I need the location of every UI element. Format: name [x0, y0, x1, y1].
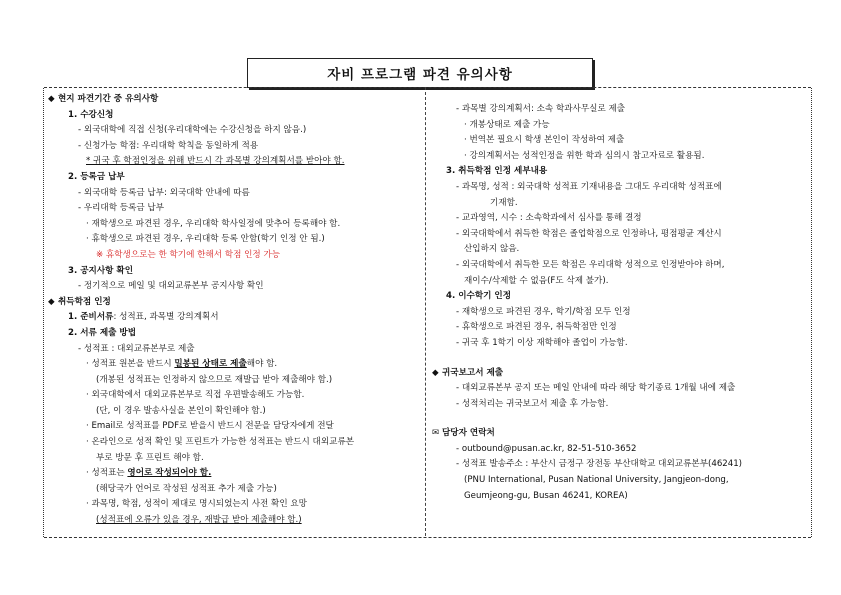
- right-column: [432, 102, 808, 504]
- subheading-documents: 1. 준비서류: 성적표, 과목별 강의계획서: [68, 312, 219, 323]
- text-line: 재이수/삭제할 수 없음(F도 삭제 불가).: [464, 275, 609, 286]
- text-line: · Email로 성적표를 PDF로 받을시 반드시 전문을 담당자에게 전달: [86, 421, 334, 432]
- diamond-bullet-icon: ◆: [48, 94, 55, 104]
- text-line: - 정기적으로 메일 및 대외교류본부 공지사항 확인: [78, 281, 264, 292]
- warning-note: ※ 휴학생으로는 한 학기에 한해서 학점 인정 가능: [96, 249, 281, 260]
- diamond-bullet-icon: ◆: [432, 367, 439, 378]
- text-line: (해당국가 언어로 작성된 성적표 추가 제출 가능): [96, 483, 277, 494]
- text-line: - 외국대학에서 취득한 모든 학점은 우리대학 성적으로 인정받아야 하며,: [456, 259, 725, 270]
- text-line: 산입하지 않음.: [464, 244, 520, 255]
- text-line: · 외국대학에서 대외교류본부로 직접 우편발송해도 가능함.: [86, 390, 305, 401]
- text-line: (PNU International, Pusan National University, Jangjeon-dong,: [464, 475, 729, 486]
- text-line: - 교과영역, 시수 : 소속학과에서 심사를 통해 결정: [456, 213, 642, 224]
- column-divider: [425, 87, 426, 536]
- text-line: · 개봉상태로 제출 가능: [464, 119, 550, 130]
- text-line: - 휴학생으로 파견된 경우, 취득학점만 인정: [456, 322, 617, 333]
- spacer: [432, 412, 808, 426]
- text-line: · 휴학생으로 파견된 경우, 우리대학 등록 안함(학기 인정 안 됨.): [86, 234, 325, 245]
- text-line: · 강의계획서는 성적인정을 위한 학과 심의시 참고자료로 활용됨.: [464, 150, 705, 161]
- text-line: · 과목명, 학점, 성적이 제대로 명시되었는지 사전 확인 요망: [86, 499, 307, 510]
- left-column: [48, 92, 420, 529]
- text-line: - 외국대학에서 취득한 학점은 졸업학점으로 인정하나, 평점평균 계산시: [456, 228, 722, 239]
- text-line: · 재학생으로 파견된 경우, 우리대학 학사일정에 맞추어 등록해야 함.: [86, 218, 341, 229]
- text-line: - 성적표 : 대외교류본부로 제출: [78, 343, 195, 354]
- text-line: - 성적처리는 귀국보고서 제출 후 가능함.: [456, 398, 609, 409]
- subheading-semester: 4. 이수학기 인정: [446, 291, 512, 302]
- text-line: - 외국대학에 직접 신청(우리대학에는 수강신청을 하지 않음.): [78, 125, 307, 136]
- subheading-submission: 2. 서류 제출 방법: [68, 327, 137, 338]
- text-line: - 재학생으로 파견된 경우, 학기/학점 모두 인정: [456, 306, 631, 317]
- contact-email: - outbound@pusan.ac.kr, 82-51-510-3652: [456, 443, 637, 454]
- section-heading: ◆ 취득학점 인정: [48, 295, 420, 311]
- section-heading: ◆ 현지 파견기간 중 유의사항: [48, 92, 420, 108]
- text-line: 기재함.: [490, 197, 518, 208]
- text-line: - 귀국 후 1학기 이상 재학해야 졸업이 가능함.: [456, 337, 628, 348]
- text-line: - 신청가능 학점: 우리대학 학칙을 동일하게 적용: [78, 140, 259, 151]
- subheading-credit-details: 3. 취득학점 인정 세부내용: [446, 166, 548, 177]
- text-line: - 우리대학 등록금 납부: [78, 203, 165, 214]
- subheading-course-registration: 1. 수강신청: [68, 109, 114, 120]
- text-line: * 귀국 후 학점인정을 위해 반드시 각 과목별 강의계획서를 받아야 함.: [86, 156, 345, 167]
- text-line: - 대외교류본부 공지 또는 메일 안내에 따라 해당 학기종료 1개월 내에 제출: [456, 383, 736, 394]
- spacer: [432, 352, 808, 366]
- subheading-tuition: 2. 등록금 납부: [68, 171, 125, 182]
- text-line: Geumjeong-gu, Busan 46241, KOREA): [464, 490, 628, 501]
- text-line: · 성적표는 영어로 작성되어야 함.: [86, 468, 212, 479]
- text-line: - 과목명, 성적 : 외국대학 성적표 기재내용을 그대도 우리대학 성적표에: [456, 181, 722, 192]
- text-line: - 외국대학 등록금 납부: 외국대학 안내에 따름: [78, 187, 250, 198]
- text-line: - 과목별 강의계획서: 소속 학과사무실로 제출: [456, 104, 626, 114]
- diamond-bullet-icon: ◆: [48, 296, 55, 307]
- text-line: · 성적표 원본을 반드시 밀봉된 상태로 제출해야 함.: [86, 359, 278, 370]
- text-line: (개봉된 성적표는 인정하지 않으므로 재발급 받아 제출해야 함.): [96, 374, 333, 385]
- page-title: 자비 프로그램 파견 유의사항: [247, 58, 593, 88]
- text-line: · 온라인으로 성적 확인 및 프린트가 가능한 성적표는 반드시 대외교류본: [86, 437, 355, 448]
- text-line: (단, 이 경우 발송사실을 본인이 확인해야 함.): [96, 405, 266, 416]
- text-line: 부로 방문 후 프린트 해야 함.: [96, 452, 204, 463]
- mail-icon: ✉: [432, 428, 440, 439]
- text-line: - 성적표 발송주소 : 부산시 금정구 장전동 부산대학교 대외교류본부(46241): [456, 459, 743, 470]
- subheading-notice: 3. 공지사항 확인: [68, 265, 134, 276]
- section-heading: ✉ 담당자 연락처: [432, 426, 808, 442]
- section-heading: ◆ 귀국보고서 제출: [432, 366, 808, 382]
- text-line: (성적표에 오류가 있을 경우, 재발급 받아 제출해야 함.): [96, 515, 302, 526]
- text-line: · 번역본 필요시 학생 본인이 작성하여 제출: [464, 135, 625, 146]
